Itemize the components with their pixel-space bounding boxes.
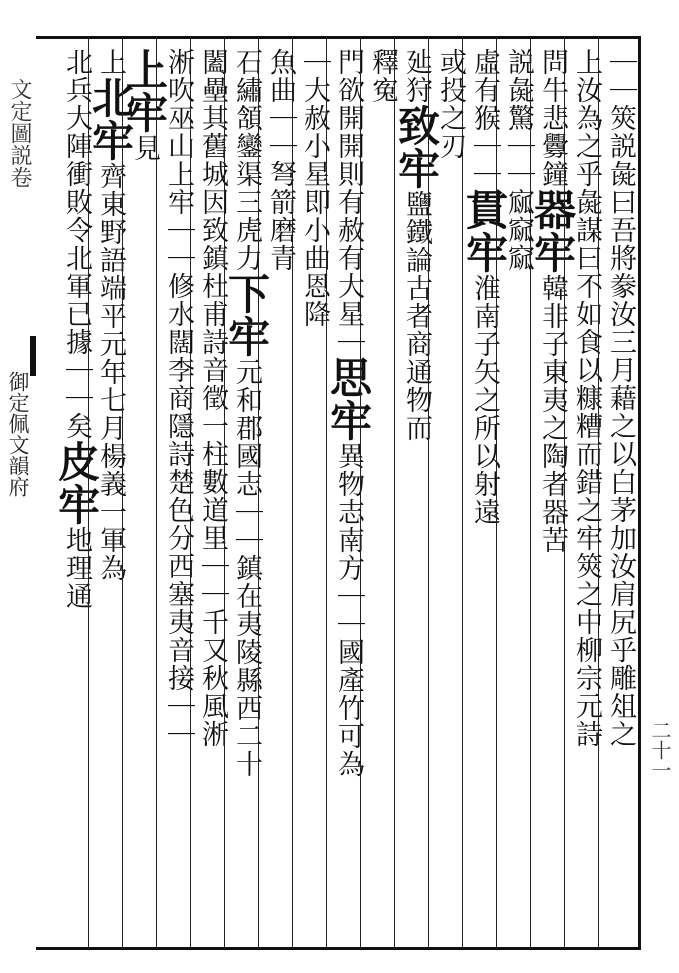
column-text: 説彘驚｜｜ <box>503 48 534 188</box>
text-column <box>362 48 402 104</box>
page-margin <box>0 36 36 944</box>
column-rule <box>530 36 531 947</box>
column-rule <box>156 36 157 947</box>
column-text: 地理通 <box>61 526 92 610</box>
column-text: 異物志南方｜｜國產竹可為 <box>333 442 364 778</box>
entry-heading: 致牢 <box>392 104 441 190</box>
column-text: 鹽鐵論古者商通物而 <box>401 190 432 442</box>
column-text: 魚曲｜｜ <box>265 48 296 160</box>
column-rule <box>462 36 463 947</box>
column-text: 弩箭磨青 <box>265 160 296 272</box>
column-text: 闔壘其舊城因致鎮杜甫詩音徵一柱數道里｜｜千又秋風淅 <box>197 48 228 748</box>
entry-heading: 下牢 <box>222 272 271 358</box>
text-column <box>158 48 198 748</box>
column-text: 韓非子東夷之陶者器苦 <box>537 274 568 554</box>
column-text: 見 <box>129 134 160 162</box>
text-column <box>600 48 640 748</box>
text-column <box>52 48 101 610</box>
column-text: 淮南子矢之所以射遠 <box>469 274 500 526</box>
column-rule <box>360 36 361 947</box>
column-rule <box>394 36 395 947</box>
column-text: ｜大赦小星即小曲恩降 <box>299 48 330 328</box>
text-column <box>222 48 271 778</box>
text-column <box>528 48 577 554</box>
text-column <box>192 48 232 748</box>
text-column <box>294 48 334 328</box>
text-column <box>260 48 300 272</box>
text-column <box>392 48 441 442</box>
column-rule <box>224 36 225 947</box>
column-rule <box>564 36 565 947</box>
column-text: 元和郡國志｜｜鎮在夷陵縣西二十 <box>231 358 262 778</box>
column-text: 窳 <box>503 244 534 272</box>
column-text: 齊東野語端平元年七月楊義一軍為 <box>95 162 126 582</box>
text-column <box>460 48 509 526</box>
entry-heading: 思牢 <box>324 356 373 442</box>
column-text: 釋寃 <box>367 48 398 104</box>
folio-number: 二十一 <box>648 720 672 780</box>
column-text: 上 <box>95 48 126 76</box>
column-rule <box>496 36 497 947</box>
column-text: 或投之刃 <box>435 48 466 160</box>
column-rule <box>88 36 89 947</box>
column-text: 淅吹巫山上牢｜｜修水闊李商隱詩楚色分西塞夷音接｜｜ <box>163 48 194 748</box>
entry-heading: 器牢 <box>528 188 577 274</box>
column-text: 問牛悲釁鐘 <box>537 48 568 188</box>
margin-book-title: 御定佩文韻府 <box>6 371 30 497</box>
text-column <box>566 48 606 748</box>
column-rule <box>598 36 599 947</box>
entry-heading: 上牢 <box>120 48 169 134</box>
column-text: 寙窳 <box>503 188 534 244</box>
column-text: 虛有猴｜｜ <box>469 48 500 188</box>
column-text: ｜｜筴説彘曰吾將豢汝三月藉之以白茅加汝肩尻乎雕俎之 <box>605 48 636 748</box>
entry-heading: 皮牢 <box>52 440 101 526</box>
column-rule <box>292 36 293 947</box>
column-rule <box>258 36 259 947</box>
column-text: 北兵大陣衝敗令北軍已據｜｜矣 <box>61 48 92 440</box>
column-text: 石繡頷鑾渠三虎力 <box>231 48 262 272</box>
column-text: 㢟狩 <box>401 48 432 104</box>
entry-heading: 貫牢 <box>460 188 509 274</box>
column-rule <box>326 36 327 947</box>
column-rule <box>428 36 429 947</box>
text-column <box>324 48 373 778</box>
margin-header-text: 文定圖説卷 <box>7 78 32 188</box>
column-rule <box>122 36 123 947</box>
entry-heading: 北牢 <box>86 76 135 162</box>
column-rule <box>190 36 191 947</box>
column-text: 上汝為之乎彘謀曰不如食以糠糟而錯之牢筴之中柳宗元詩 <box>571 48 602 748</box>
column-text: 門欲開開則有赦有大星｜ <box>333 48 364 356</box>
